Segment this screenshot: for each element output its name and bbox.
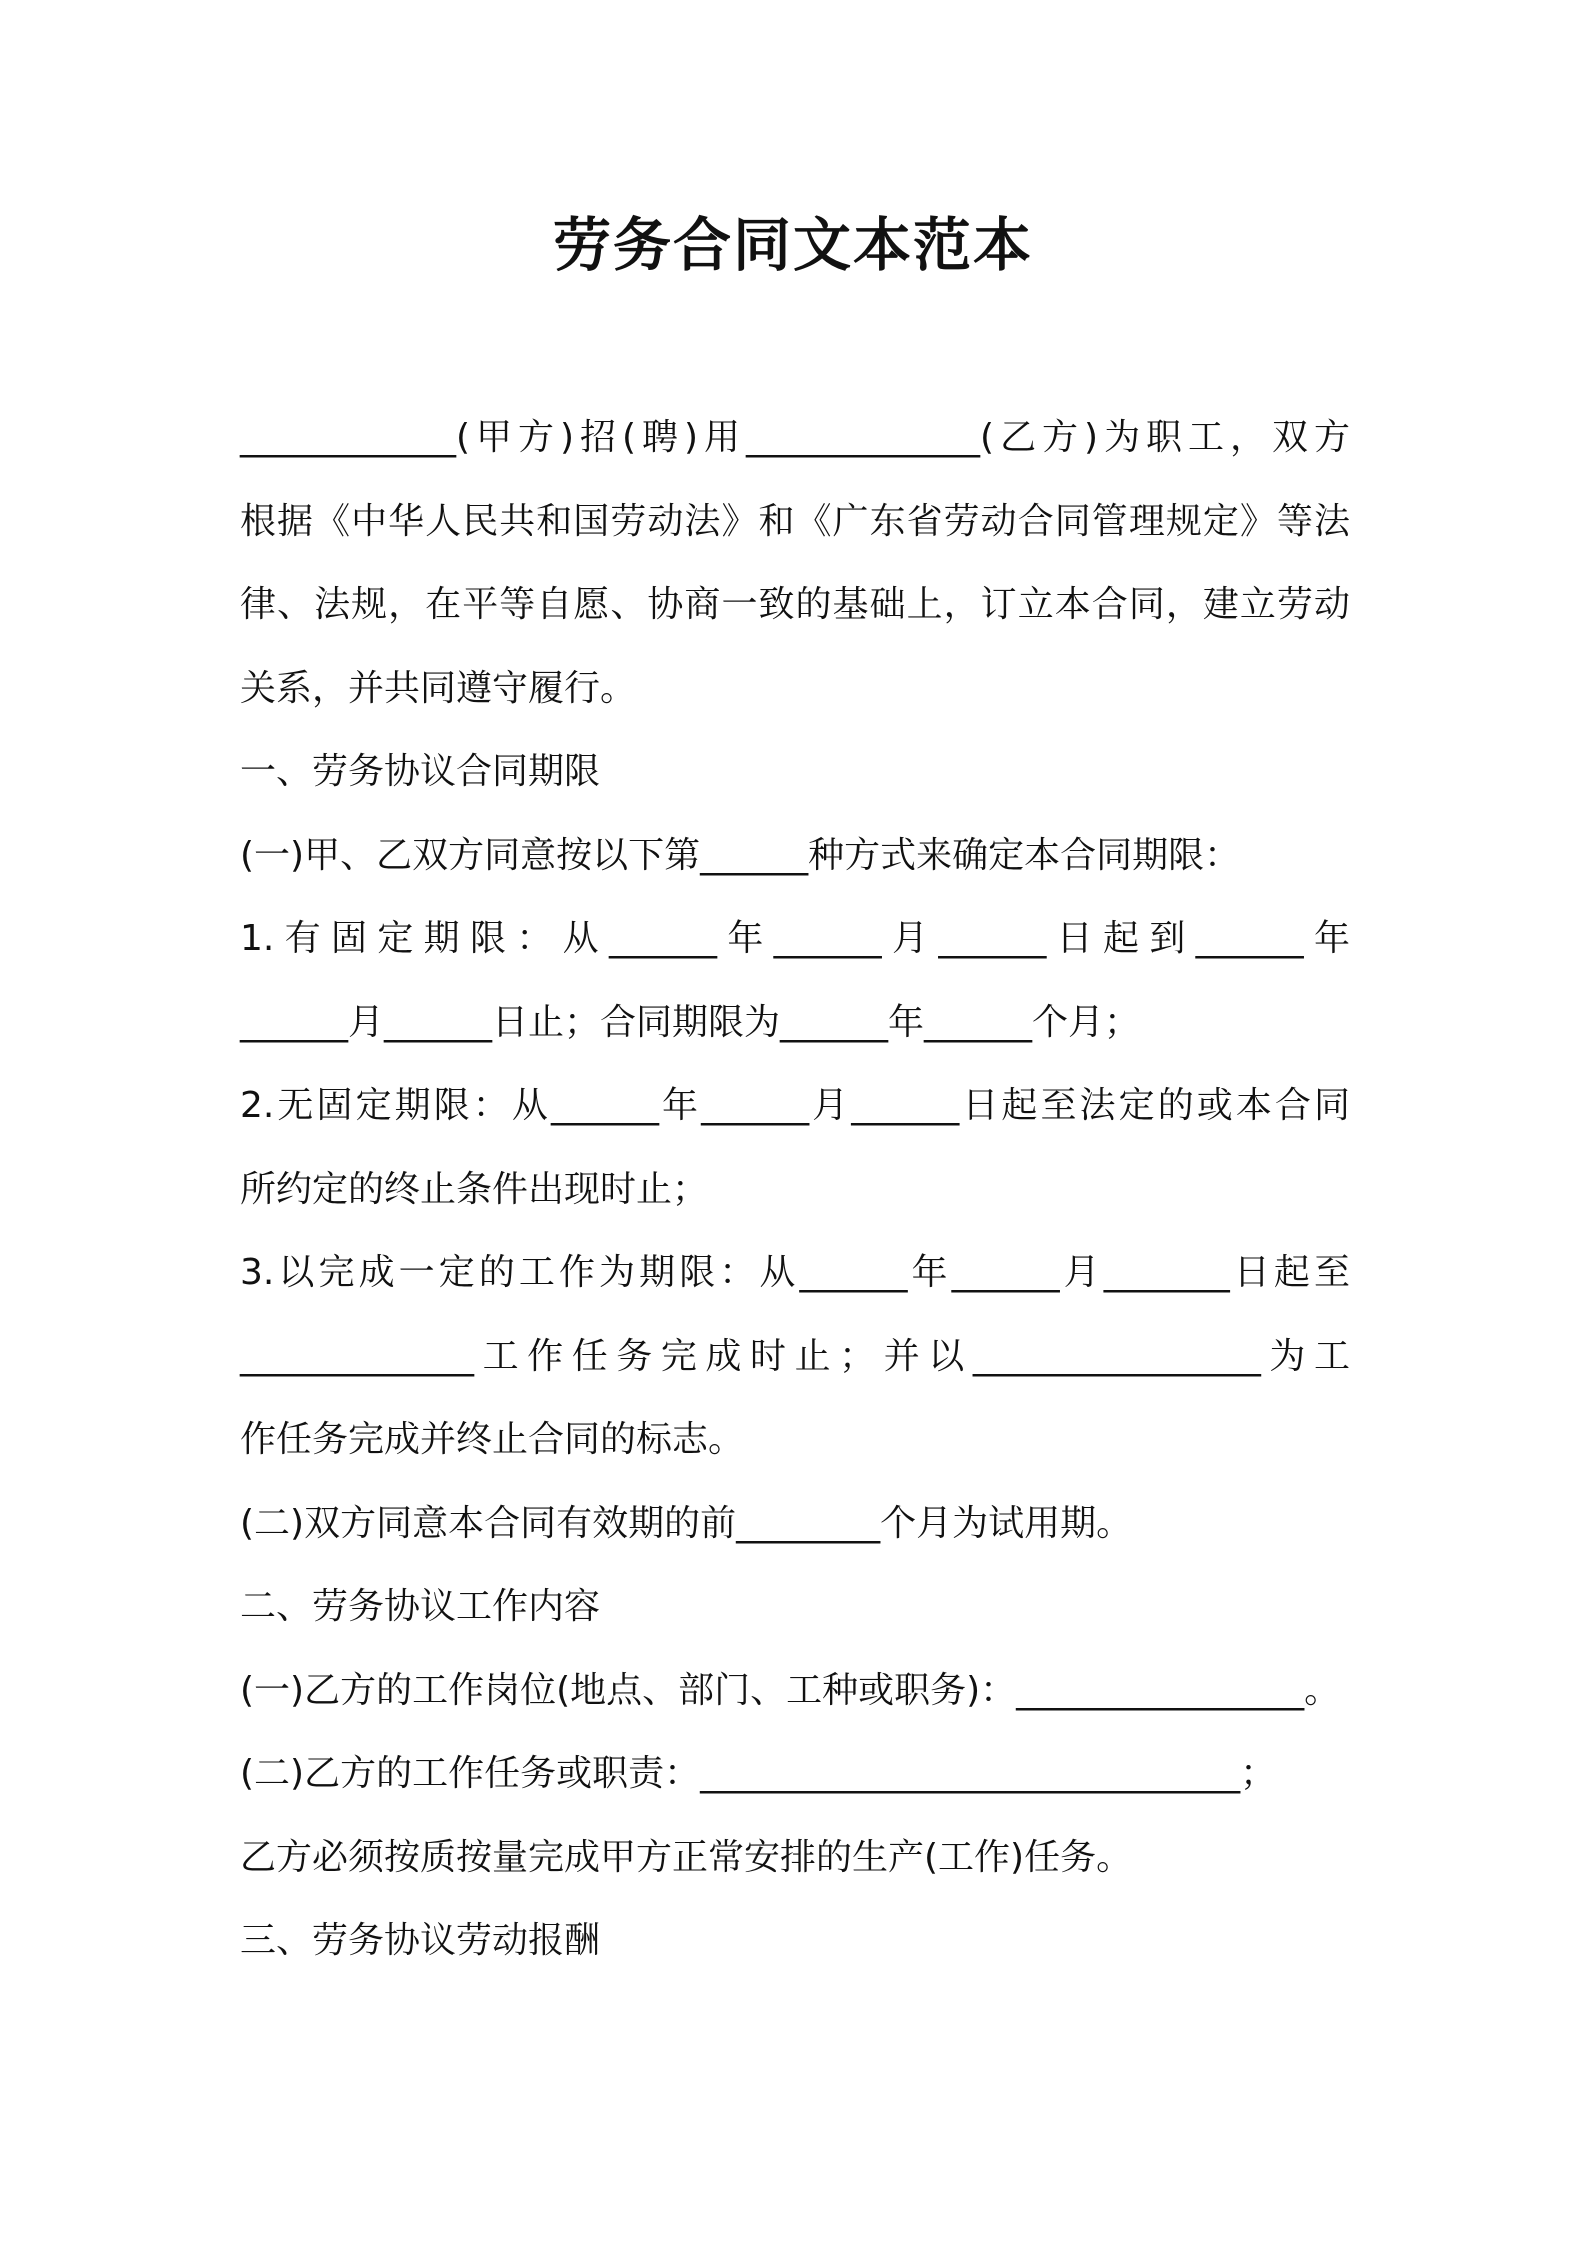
clause-line: (二)双方同意本合同有效期的前________个月为试用期。 xyxy=(240,1502,1133,1544)
paragraph-line: ____________(甲方)招(聘)用_____________(乙方)为职工，双方 xyxy=(240,417,1350,458)
paragraph-line: 根据《中华人民共和国劳动法》和《广东省劳动合同管理规定》等法 xyxy=(240,500,1350,542)
clause-line: 作任务完成并终止合同的标志。 xyxy=(240,1419,745,1460)
section-heading: 一、劳务协议合同期限 xyxy=(240,751,601,792)
clause-line: (一)甲、乙双方同意按以下第______种方式来确定本合同期限： xyxy=(240,834,1241,876)
section-heading: 二、劳务协议工作内容 xyxy=(240,1586,601,1627)
clause-line: (二)乙方的工作任务或职责：______________________________； xyxy=(240,1753,1277,1794)
section-heading: 三、劳务协议劳动报酬 xyxy=(240,1920,601,1961)
clause-line: ______月______日止；合同期限为______年______个月； xyxy=(240,1001,1141,1043)
paragraph-line: 关系，并共同遵守履行。 xyxy=(240,667,637,709)
clause-line: (一)乙方的工作岗位(地点、部门、工种或职务)：________________。 xyxy=(240,1669,1341,1711)
clause-line: 2.无固定期限：从______年______月______日起至法定的或本合同 xyxy=(240,1085,1350,1126)
clause-line: 1.有固定期限：从______年______月______日起到______年 xyxy=(240,918,1350,959)
document-body xyxy=(240,396,1350,1983)
clause-line: 3.以完成一定的工作为期限：从______年______月_______日起至 xyxy=(240,1252,1350,1293)
paragraph-line: 律、法规，在平等自愿、协商一致的基础上，订立本合同，建立劳动 xyxy=(240,584,1350,625)
clause-line: 所约定的终止条件出现时止； xyxy=(240,1168,709,1210)
document-title: 劳务合同文本范本 xyxy=(552,211,1033,279)
clause-line: _____________工作任务完成时止；并以________________为工 xyxy=(240,1335,1350,1377)
clause-line: 乙方必须按质按量完成甲方正常安排的生产(工作)任务。 xyxy=(240,1836,1133,1878)
